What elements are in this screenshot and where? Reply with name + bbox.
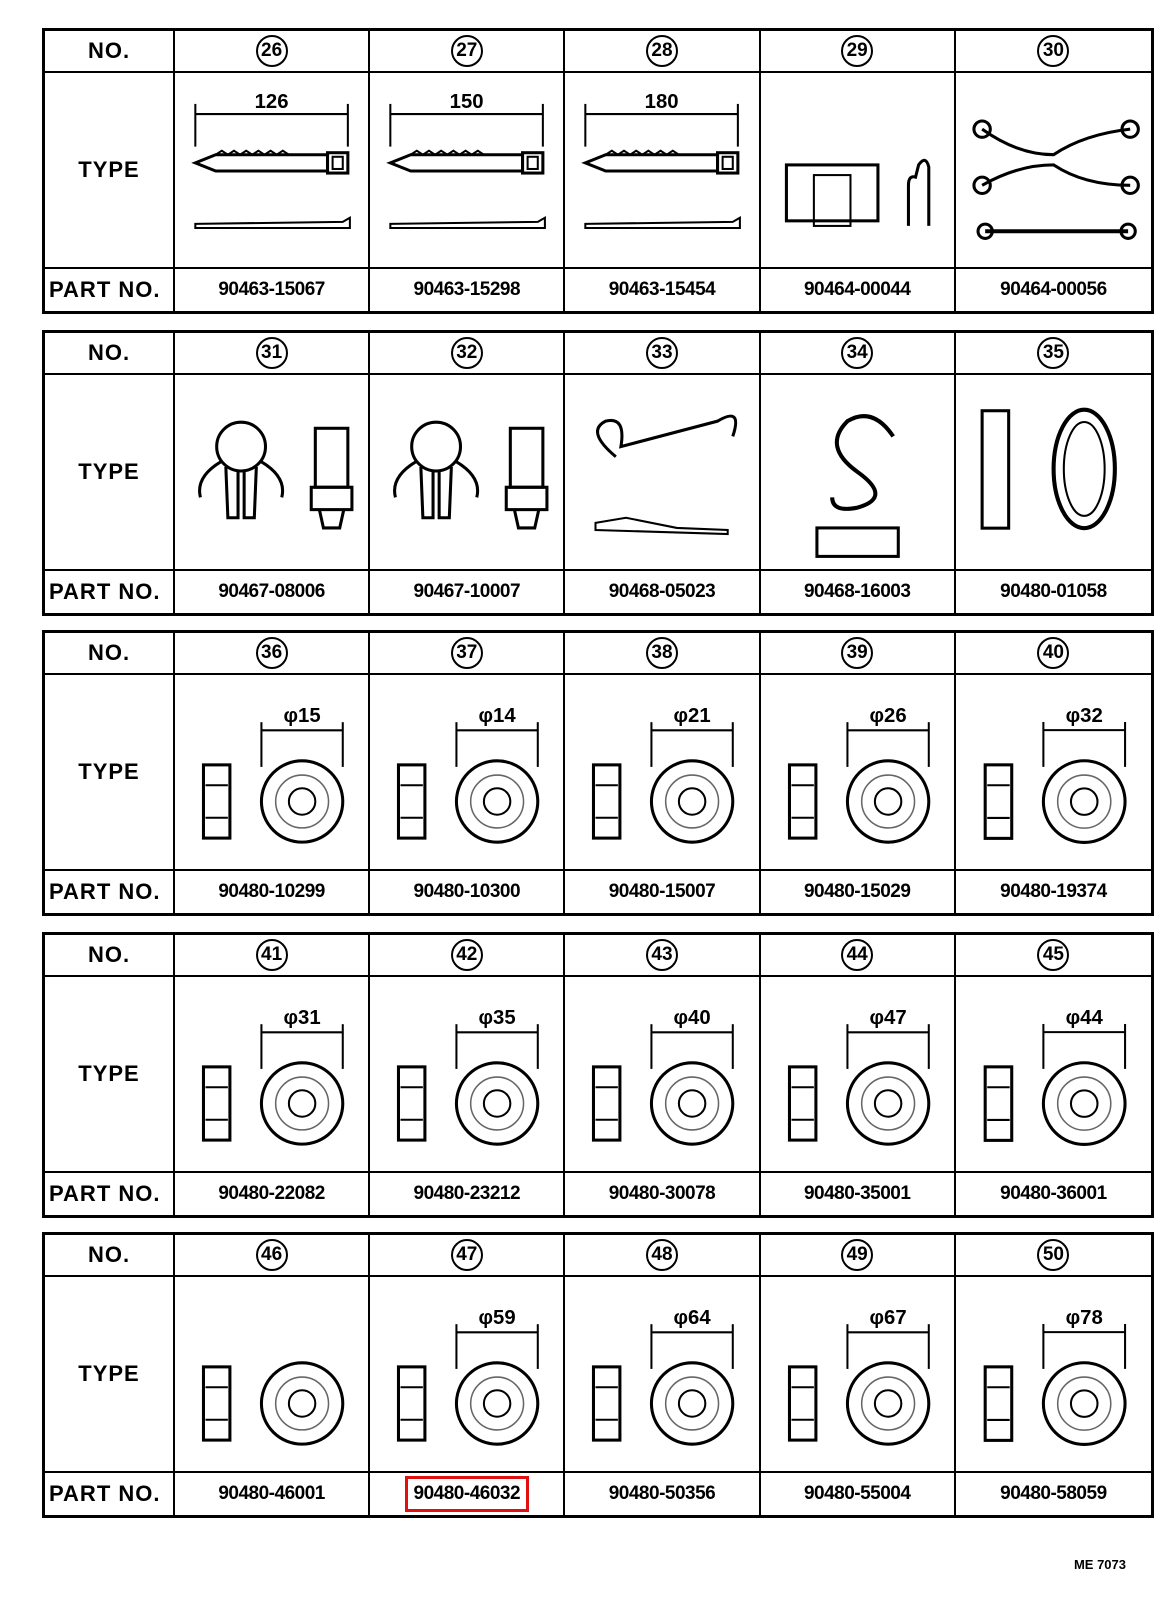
- part-number-cell: [370, 571, 565, 613]
- clamp-icon: [217, 422, 266, 471]
- part-drawing: [175, 73, 368, 267]
- item-number-cell: [370, 935, 565, 977]
- part-number-cell: [761, 871, 956, 913]
- part-number-cell: [175, 1473, 370, 1515]
- part-illustration: [956, 1277, 1151, 1473]
- item-number-cell: [761, 1235, 956, 1277]
- type-header: TYPE: [45, 73, 175, 269]
- dimension-label: φ26: [869, 705, 907, 728]
- ring-icon: [982, 411, 1009, 528]
- wire-clip-icon: [982, 129, 1130, 185]
- item-number-cell: [175, 633, 370, 675]
- part-illustration: [956, 675, 1151, 871]
- item-number: 27: [451, 35, 483, 67]
- part-no-header: PART NO.: [45, 269, 175, 311]
- grommet-side-icon: [399, 1367, 425, 1440]
- part-illustration: [565, 1277, 760, 1473]
- item-number-cell: [956, 31, 1151, 73]
- part-number-cell: [761, 269, 956, 311]
- item-number: 37: [451, 637, 483, 669]
- grommet-front-icon: [652, 761, 733, 842]
- highlighted-part-number[interactable]: 90480-46032: [413, 1483, 521, 1504]
- part-no-header: PART NO.: [45, 871, 175, 913]
- item-number: 26: [256, 35, 288, 67]
- dimension-label: φ67: [869, 1307, 907, 1330]
- no-header: NO.: [45, 633, 175, 675]
- part-number-cell: [370, 1173, 565, 1215]
- item-number: 34: [841, 337, 873, 369]
- part-illustration: [761, 375, 956, 571]
- grommet-front-icon: [652, 1063, 733, 1144]
- dimension-label: 126: [254, 90, 289, 113]
- part-illustration: [175, 375, 370, 571]
- part-drawing: [956, 1277, 1151, 1471]
- cable-tie-icon: [195, 155, 327, 171]
- dimension-label: φ21: [673, 705, 712, 728]
- part-drawing: [565, 1277, 758, 1471]
- item-number-cell: [370, 1235, 565, 1277]
- part-number[interactable]: 90467-08006: [218, 581, 325, 602]
- part-number-cell: [565, 871, 760, 913]
- part-illustration: [565, 675, 760, 871]
- part-drawing: [175, 675, 368, 869]
- dimension-label: φ47: [869, 1007, 907, 1030]
- part-number[interactable]: 90468-16003: [803, 581, 911, 602]
- grommet-front-icon: [1043, 1063, 1125, 1145]
- grommet-side-icon: [399, 765, 425, 838]
- part-drawing: [565, 977, 758, 1171]
- item-number: 43: [646, 939, 678, 971]
- cable-tie-icon: [391, 155, 523, 171]
- grommet-side-icon: [789, 765, 815, 838]
- part-drawing: [175, 375, 368, 569]
- dimension-label: φ32: [1065, 704, 1103, 727]
- type-header: TYPE: [45, 1277, 175, 1473]
- parts-table: [42, 330, 1154, 616]
- part-illustration: [370, 73, 565, 269]
- item-number-cell: [956, 1235, 1151, 1277]
- item-number-cell: [175, 935, 370, 977]
- part-drawing: [370, 73, 563, 267]
- part-no-header: PART NO.: [45, 571, 175, 613]
- part-number[interactable]: 90480-55004: [803, 1483, 911, 1504]
- part-number-cell: [370, 871, 565, 913]
- item-number-cell: [761, 633, 956, 675]
- part-number[interactable]: 90464-00044: [803, 279, 911, 300]
- part-drawing: [956, 977, 1151, 1171]
- part-number-cell: [565, 1473, 760, 1515]
- item-number: 41: [256, 939, 288, 971]
- item-number: 47: [451, 1239, 483, 1271]
- part-drawing: [956, 73, 1151, 267]
- grommet-side-icon: [985, 1367, 1012, 1441]
- part-number-cell: [761, 571, 956, 613]
- part-illustration: [761, 977, 956, 1173]
- dimension-label: φ15: [283, 705, 321, 728]
- item-number-cell: [761, 935, 956, 977]
- dimension-label: φ14: [478, 705, 516, 728]
- part-number-cell: [565, 571, 760, 613]
- dimension-label: φ35: [478, 1007, 516, 1030]
- part-illustration: [175, 675, 370, 871]
- grommet-front-icon: [1043, 1363, 1125, 1445]
- part-number[interactable]: 90468-05023: [608, 581, 716, 602]
- item-number: 40: [1037, 637, 1069, 669]
- part-illustration: [956, 73, 1151, 269]
- parts-table: [42, 932, 1154, 1218]
- item-number: 36: [256, 637, 288, 669]
- grommet-front-icon: [847, 1363, 928, 1444]
- part-number[interactable]: 90480-22082: [218, 1183, 325, 1204]
- item-number-cell: [761, 333, 956, 375]
- part-illustration: [761, 1277, 956, 1473]
- item-number: 45: [1037, 939, 1069, 971]
- part-drawing: [370, 675, 563, 869]
- item-number-cell: [956, 333, 1151, 375]
- item-number: 31: [256, 337, 288, 369]
- grommet-side-icon: [203, 765, 229, 838]
- part-drawing: [175, 1277, 368, 1471]
- item-number: 35: [1037, 337, 1069, 369]
- dimension-label: φ44: [1065, 1006, 1103, 1029]
- dimension-label: 180: [645, 90, 679, 113]
- dimension-label: φ59: [478, 1307, 516, 1330]
- dimension-label: φ40: [673, 1007, 712, 1030]
- part-number[interactable]: 90480-23212: [413, 1183, 521, 1204]
- part-number-cell: [370, 269, 565, 311]
- no-header: NO.: [45, 1235, 175, 1277]
- grommet-side-icon: [594, 1367, 620, 1440]
- part-drawing: [370, 977, 563, 1171]
- part-number-cell: [175, 269, 370, 311]
- item-number-cell: [565, 633, 760, 675]
- part-illustration: [761, 675, 956, 871]
- dimension-label: φ78: [1065, 1306, 1103, 1329]
- item-number: 39: [841, 637, 873, 669]
- part-number-cell: [761, 1173, 956, 1215]
- part-illustration: [175, 1277, 370, 1473]
- parts-table: [42, 28, 1154, 314]
- part-drawing: [565, 73, 758, 267]
- part-illustration: [565, 977, 760, 1173]
- part-drawing: [761, 675, 954, 869]
- part-number[interactable]: 90480-15029: [803, 881, 911, 902]
- part-number[interactable]: 90480-01058: [1000, 581, 1107, 602]
- type-header: TYPE: [45, 977, 175, 1173]
- part-number[interactable]: 90480-36001: [1000, 1183, 1107, 1204]
- part-number[interactable]: 90480-46001: [218, 1483, 325, 1504]
- part-number[interactable]: 90467-10007: [413, 581, 521, 602]
- item-number-cell: [565, 1235, 760, 1277]
- part-illustration: [956, 977, 1151, 1173]
- part-number[interactable]: 90480-30078: [608, 1183, 716, 1204]
- grommet-side-icon: [203, 1067, 229, 1140]
- clamp-icon: [412, 422, 461, 471]
- grommet-side-icon: [985, 1067, 1012, 1141]
- grommet-front-icon: [457, 1363, 538, 1444]
- item-number-cell: [956, 935, 1151, 977]
- part-drawing: [565, 375, 758, 569]
- item-number: 32: [451, 337, 483, 369]
- part-no-header: PART NO.: [45, 1473, 175, 1515]
- type-header: TYPE: [45, 375, 175, 571]
- part-number[interactable]: 90463-15454: [608, 279, 716, 300]
- item-number: 38: [646, 637, 678, 669]
- item-number-cell: [761, 31, 956, 73]
- item-number-cell: [565, 333, 760, 375]
- grommet-side-icon: [985, 765, 1012, 839]
- parts-table: [42, 630, 1154, 916]
- part-number[interactable]: 90463-15298: [413, 279, 521, 300]
- grommet-side-icon: [789, 1367, 815, 1440]
- item-number: 33: [646, 337, 678, 369]
- part-number[interactable]: 90463-15067: [218, 279, 325, 300]
- part-illustration: [761, 73, 956, 269]
- no-header: NO.: [45, 31, 175, 73]
- part-number-cell: [956, 1473, 1151, 1515]
- item-number-cell: [175, 31, 370, 73]
- grommet-front-icon: [457, 761, 538, 842]
- part-number[interactable]: 90480-10299: [218, 881, 325, 902]
- part-number-cell: [175, 571, 370, 613]
- part-drawing: [761, 977, 954, 1171]
- part-illustration: [175, 977, 370, 1173]
- part-illustration: [956, 375, 1151, 571]
- s-hook-icon: [832, 416, 893, 509]
- grommet-side-icon: [594, 765, 620, 838]
- item-number-cell: [370, 633, 565, 675]
- item-number-cell: [370, 31, 565, 73]
- item-number-cell: [565, 935, 760, 977]
- part-illustration: [370, 1277, 565, 1473]
- part-number[interactable]: 90464-00056: [1000, 279, 1107, 300]
- part-drawing: [956, 375, 1151, 569]
- dimension-label: φ31: [283, 1007, 321, 1030]
- part-number[interactable]: 90480-10300: [413, 881, 521, 902]
- part-number-cell: [370, 1473, 565, 1515]
- grommet-front-icon: [1043, 761, 1125, 843]
- part-drawing: [956, 675, 1151, 869]
- part-illustration: [370, 675, 565, 871]
- part-number-cell: [565, 1173, 760, 1215]
- part-drawing: [565, 675, 758, 869]
- part-drawing: [370, 375, 563, 569]
- item-number: 44: [841, 939, 873, 971]
- grommet-front-icon: [457, 1063, 538, 1144]
- item-number: 46: [256, 1239, 288, 1271]
- no-header: NO.: [45, 333, 175, 375]
- part-illustration: [175, 73, 370, 269]
- part-illustration: [370, 977, 565, 1173]
- part-number-cell: [956, 1173, 1151, 1215]
- part-drawing: [175, 977, 368, 1171]
- part-number-cell: [956, 571, 1151, 613]
- part-number-cell: [175, 871, 370, 913]
- grommet-side-icon: [203, 1367, 229, 1440]
- item-number: 29: [841, 35, 873, 67]
- item-number: 48: [646, 1239, 678, 1271]
- part-number[interactable]: 90480-19374: [1000, 881, 1107, 902]
- part-number[interactable]: 90480-50356: [608, 1483, 716, 1504]
- item-number-cell: [956, 633, 1151, 675]
- grommet-front-icon: [261, 1363, 342, 1444]
- grommet-front-icon: [847, 761, 928, 842]
- part-drawing: [761, 1277, 954, 1471]
- part-illustration: [565, 375, 760, 571]
- item-number-cell: [175, 333, 370, 375]
- item-number-cell: [565, 31, 760, 73]
- clip-icon: [786, 165, 878, 221]
- no-header: NO.: [45, 935, 175, 977]
- item-number-cell: [370, 333, 565, 375]
- part-number-cell: [565, 269, 760, 311]
- part-number-cell: [175, 1173, 370, 1215]
- item-number: 30: [1037, 35, 1069, 67]
- dimension-label: φ64: [673, 1307, 712, 1330]
- item-number: 28: [646, 35, 678, 67]
- grommet-side-icon: [399, 1067, 425, 1140]
- spring-icon: [598, 416, 736, 457]
- part-number[interactable]: 90480-58059: [1000, 1483, 1107, 1504]
- item-number-cell: [175, 1235, 370, 1277]
- part-drawing: [370, 1277, 563, 1471]
- item-number: 50: [1037, 1239, 1069, 1271]
- part-number[interactable]: 90480-15007: [608, 881, 716, 902]
- item-number: 42: [451, 939, 483, 971]
- grommet-side-icon: [594, 1067, 620, 1140]
- dimension-label: 150: [449, 90, 484, 113]
- part-number-cell: [761, 1473, 956, 1515]
- page-code: ME 7073: [1073, 1557, 1126, 1572]
- parts-table: [42, 1232, 1154, 1518]
- item-number: 49: [841, 1239, 873, 1271]
- cable-tie-icon: [586, 155, 718, 171]
- type-header: TYPE: [45, 675, 175, 871]
- part-drawing: [761, 375, 954, 569]
- part-illustration: [565, 73, 760, 269]
- part-no-header: PART NO.: [45, 1173, 175, 1215]
- grommet-front-icon: [261, 761, 342, 842]
- grommet-front-icon: [847, 1063, 928, 1144]
- part-number-cell: [956, 269, 1151, 311]
- part-illustration: [370, 375, 565, 571]
- part-number-cell: [956, 871, 1151, 913]
- grommet-front-icon: [652, 1363, 733, 1444]
- grommet-front-icon: [261, 1063, 342, 1144]
- part-drawing: [761, 73, 954, 267]
- grommet-side-icon: [789, 1067, 815, 1140]
- part-number[interactable]: 90480-35001: [803, 1183, 911, 1204]
